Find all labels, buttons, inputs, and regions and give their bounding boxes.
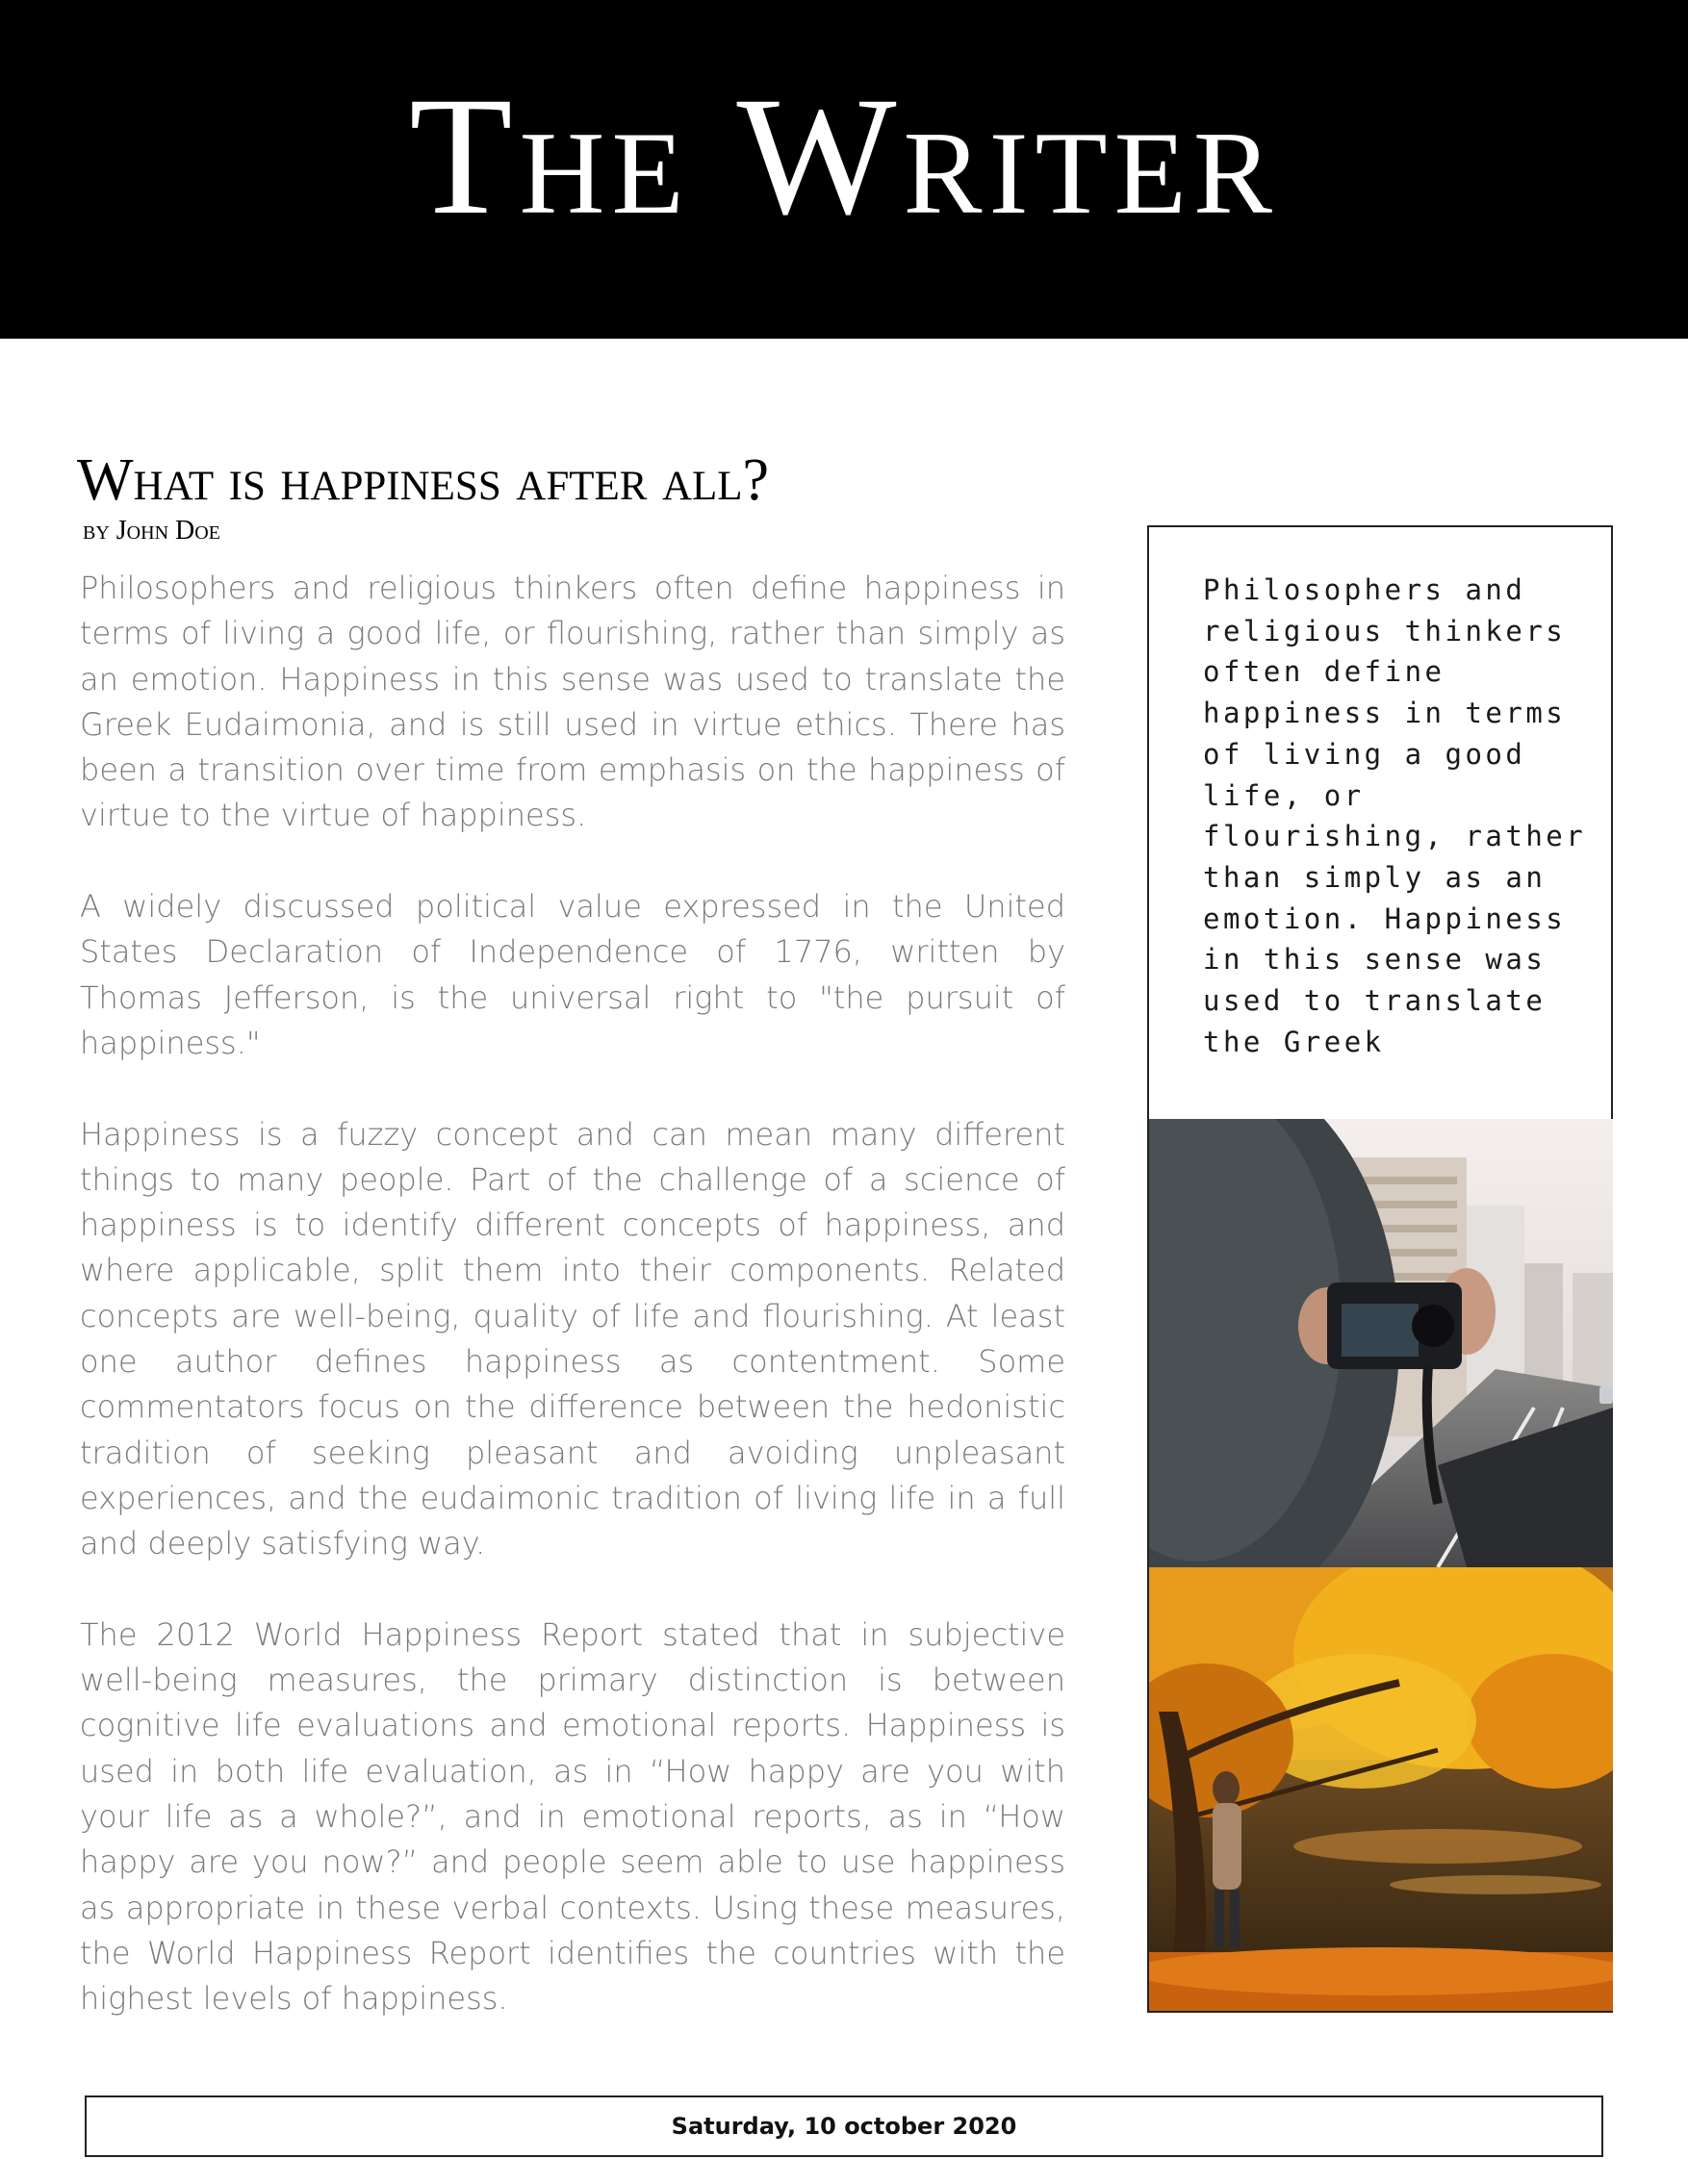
publication-title: The Writer <box>409 63 1279 250</box>
article-headline: What is happiness after all? <box>77 447 770 513</box>
sidebar-pullquote: Philosophers and religious thinkers often define happiness in terms of living a good life, or flourishing, rather than simply as an emotion. Happiness in this sense was used to translate the Greek <box>1203 573 1587 1058</box>
masthead <box>0 0 1688 339</box>
article-paragraph: A widely discussed political value expressed in the United States Declaration of Independence of 1776, written by Thomas Jefferson, is the universal right to "the pursuit of happiness." <box>80 888 1065 1061</box>
article-byline: by John Doe <box>83 516 220 546</box>
photographer-camera-photo <box>1149 1119 1613 1567</box>
footer-date-bar <box>85 2095 1603 2157</box>
article-paragraph: Happiness is a fuzzy concept and can mean many different things to many people. Part of the challenge of a science of happiness is to identify different concepts of happiness, and where applicable, split them into their components. Related concepts are well-being, quality of life and flourishing. At least one author defines happiness as contentment. Some commentators focus on the difference between the hedonistic tradition of seeking pleasant and avoiding unpleasant experiences, and the eudaimonic tradition of living life in a full and deeply satisfying way. <box>80 1115 1065 1562</box>
autumn-lake-photo <box>1149 1567 1613 2011</box>
article-body <box>80 566 1065 2068</box>
article-paragraph: The 2012 World Happiness Report stated that in subjective well-being measures, the primary distinction is between cognitive life evaluations and emotional reports. Happiness is used in both life evaluation, as in “How happy are you with your life as a whole?”, and in emotional reports, as in “How happy are you now?” and people seem able to use happiness as appropriate in these verbal contexts. Using these measures, the World Happiness Report identifies the countries with the highest levels of happiness. <box>80 1615 1065 2018</box>
article-paragraph: Philosophers and religious thinkers often define happiness in terms of living a good life, or flourishing, rather than simply as an emotion. Happiness in this sense was used to translate the Greek Eudaimonia, and is still used in virtue ethics. There has been a transition over time from emphasis on the happiness of virtue to the virtue of happiness. <box>80 570 1065 834</box>
publication-date: Saturday, 10 october 2020 <box>671 2113 1017 2140</box>
